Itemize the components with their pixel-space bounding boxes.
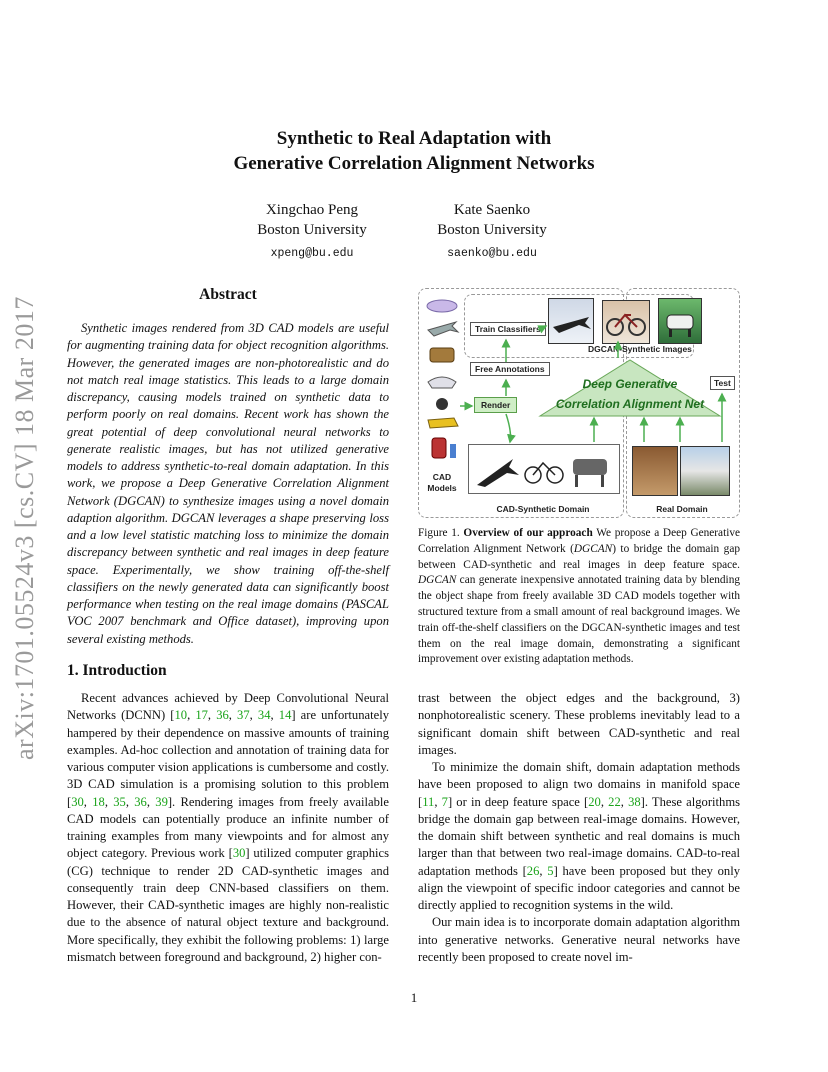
dgcan-line-1: Deep Generative: [582, 377, 678, 391]
cad-synthetic-domain-label: CAD-Synthetic Domain: [496, 504, 590, 514]
intro-paragraph: trast between the object edges and the background, 3) nonphotorealistic scenery. These problems inevitably lead to a significant domain shift between CAD-synthetic and real images.: [418, 691, 740, 757]
intro-paragraph-left: Recent advances achieved by Deep Convolutional Neural Networks (DCNN) [10, 17, 36, 37, 34, 14] are unfortunately hampered by their dependence on massive amounts of training examples. Ad-hoc collection and annotation of training data for various computer vision applications is cumbersome and costly. 3D CAD simulation is a promising solution to this problem [30, 18, 35, 36, 39]. Rendering images from freely available CAD models can potentially produce an infinite number of training examples from many viewpoints and for almost any object category. Previous work [30] utilized computer graphics (CG) technique to render 2D CAD-synthetic images and consequently train deep CNN-based classifiers on them. However, their CAD-synthetic images are highly non-realistic due to the absence of natural object texture and background. More specifically, they exhibit the following problems: 1) large mismatch between foreground and background, 2) higher con-: [67, 691, 390, 964]
citation[interactable]: 35: [113, 794, 126, 809]
page-number: 1: [410, 990, 418, 1005]
author-2: [402, 200, 582, 264]
author-1: [222, 200, 402, 264]
real-domain-label: Real Domain: [656, 504, 708, 514]
intro-text: To minimize the domain shift, domain adaptation methods have been proposed to align two domains in manifold space [: [418, 760, 740, 809]
intro-heading: 1. Introduction: [67, 662, 167, 679]
abstract-heading: Abstract: [199, 286, 257, 303]
intro-text: ] are unfortunately hampered by their dependence on massive amounts of training examples. Ad-hoc collection and annotation of training data for various computer vision applications is cumbersome and costly. 3D CAD simulation is a promising solution to this problem [: [67, 708, 390, 809]
title-line-1: Synthetic to Real Adaptation with: [276, 128, 552, 149]
caption-text: can generate inexpensive annotated training data by blending the object shape from freely available 3D CAD models together with structured texture from a small amount of real background images. We train off-the-shelf classifiers on the DGCAN-synthetic images and test them on the real image domain, demonstrating a significant improvement over existing adaptation methods.: [418, 574, 740, 666]
intro-paragraph: To minimize the domain shift, domain adaptation methods have been proposed to align two domains in manifold space [11, 7] or in deep feature space [20, 22, 38]. These algorithms bridge the domain gap between real-image domains. However, the domain shift between synthetic and real domains is much larger than that between two real-image domains. CAD-to-real adaptation methods [26, 5] have been proposed but they only align the viewpoint of specific indoor categories and cannot be directly applied to recognition systems in the wild.: [418, 760, 741, 912]
citation[interactable]: 20: [588, 794, 601, 809]
intro-text: Recent advances achieved by Deep Convolutional Neural Networks (DCNN) [: [67, 691, 389, 723]
author-name: Xingchao Peng: [265, 202, 359, 218]
figure-arrows: [418, 284, 742, 520]
citation[interactable]: 34: [257, 708, 271, 723]
citation[interactable]: 38: [628, 794, 641, 809]
author-affiliation: Boston University: [257, 222, 367, 238]
citation[interactable]: 30: [232, 846, 246, 861]
test-label: Test: [710, 376, 735, 390]
citation[interactable]: 30: [71, 794, 84, 809]
caption-text: We propose a Deep Generative Correlation Alignment Network (: [418, 527, 741, 555]
free-annotations-label: Free Annotations: [470, 362, 550, 376]
author-email[interactable]: saenko@bu.edu: [447, 247, 537, 260]
intro-text: ] utilized computer graphics (CG) technique to render 2D CAD-synthetic images and consequently train deep CNN-based classifiers on them. However, their CAD-synthetic images are highly non-realistic due to the absence of natural object texture and background. More specifically, they exhibit the following problems: 1) large mismatch between foreground and background, 2) higher con-: [67, 846, 389, 964]
paper-title: [0, 126, 828, 176]
citation[interactable]: 36: [134, 794, 147, 809]
intro-right-column: [418, 690, 740, 966]
intro-text: ] or in deep feature space [: [447, 794, 589, 809]
dgcan-line-2: Correlation Alignment Net: [555, 397, 705, 411]
citation[interactable]: 17: [195, 708, 208, 723]
citation[interactable]: 14: [278, 708, 292, 723]
caption-label: Figure 1.: [418, 527, 460, 539]
title-line-2: Generative Correlation Alignment Networks: [233, 153, 595, 174]
author-email[interactable]: xpeng@bu.edu: [270, 247, 354, 260]
intro-text: ] have been proposed but they only align the viewpoint of specific indoor categories and cannot be directly applied to recognition systems in the wild.: [418, 863, 741, 912]
citation[interactable]: 26: [526, 863, 540, 878]
citation[interactable]: 10: [174, 708, 188, 723]
train-classifiers-label: Train Classifiers: [470, 322, 546, 336]
dgcan-synthetic-images-label: DGCAN-Synthetic Images: [588, 344, 692, 354]
citation[interactable]: 7: [441, 794, 448, 809]
figure-caption: [418, 526, 740, 668]
intro-text: ]. These algorithms bridge the domain gap between real-image domains. However, the domain shift between synthetic and real domains is much larger than that between two real-image domains. CAD-to-real adaptation methods [: [418, 794, 741, 878]
citation[interactable]: 39: [155, 794, 168, 809]
caption-title: Overview of our approach: [463, 527, 593, 539]
citation[interactable]: 18: [92, 794, 105, 809]
render-label: Render: [474, 397, 517, 413]
author-name: Kate Saenko: [453, 202, 531, 218]
citation[interactable]: 36: [216, 708, 229, 723]
caption-dgcan: DGCAN: [573, 542, 613, 555]
citation[interactable]: 5: [547, 863, 554, 878]
arxiv-stamp: arXiv:1701.05524v3 [cs.CV] 18 Mar 2017: [10, 296, 39, 760]
figure-1: [418, 284, 742, 520]
citation[interactable]: 11: [422, 794, 435, 809]
abstract-body: Synthetic images rendered from 3D CAD models are useful for augmenting training data for object recognition algorithms. However, the generated images are non-photorealistic and do not match real image statistics. This leads to a large domain discrepancy, causing models trained on synthetic data to perform poorly on real domains. Recent work has shown the great potential of deep convolutional neural networks to generate realistic images, but has not utilized generative models to address synthetic-to-real domain adaptation. In this work, we propose a Deep Generative Correlation Alignment Network (DGCAN) to synthesize images using a novel domain adaption algorithm. DGCAN leverages a shape preserving loss and a low level statistic matching loss to minimize the domain discrepancy between synthetic and real images in deep feature space. Experimentally, we show training off-the-shelf classifiers on the newly generated data can significantly boost performance when testing on the real image domains (PASCAL VOC 2007 benchmark and Office dataset), improving upon several existing methods.: [67, 321, 389, 646]
intro-text: ]. Rendering images from freely available CAD models can potentially produce an infinite number of training examples from many viewpoints and for almost any object category. Previous work [: [67, 794, 389, 861]
caption-text: ) to bridge the domain gap between CAD-synthetic and real images in deep feature space.: [418, 542, 740, 571]
intro-paragraph: Our main idea is to incorporate domain adaptation algorithm into generative networks. Generative neural networks have recently been proposed to create novel im-: [418, 915, 740, 964]
cad-models-label: CAD Models: [427, 472, 457, 493]
author-affiliation: Boston University: [437, 222, 547, 238]
citation[interactable]: 22: [608, 794, 621, 809]
citation[interactable]: 37: [237, 708, 250, 723]
caption-dgcan: DGCAN: [418, 574, 457, 587]
